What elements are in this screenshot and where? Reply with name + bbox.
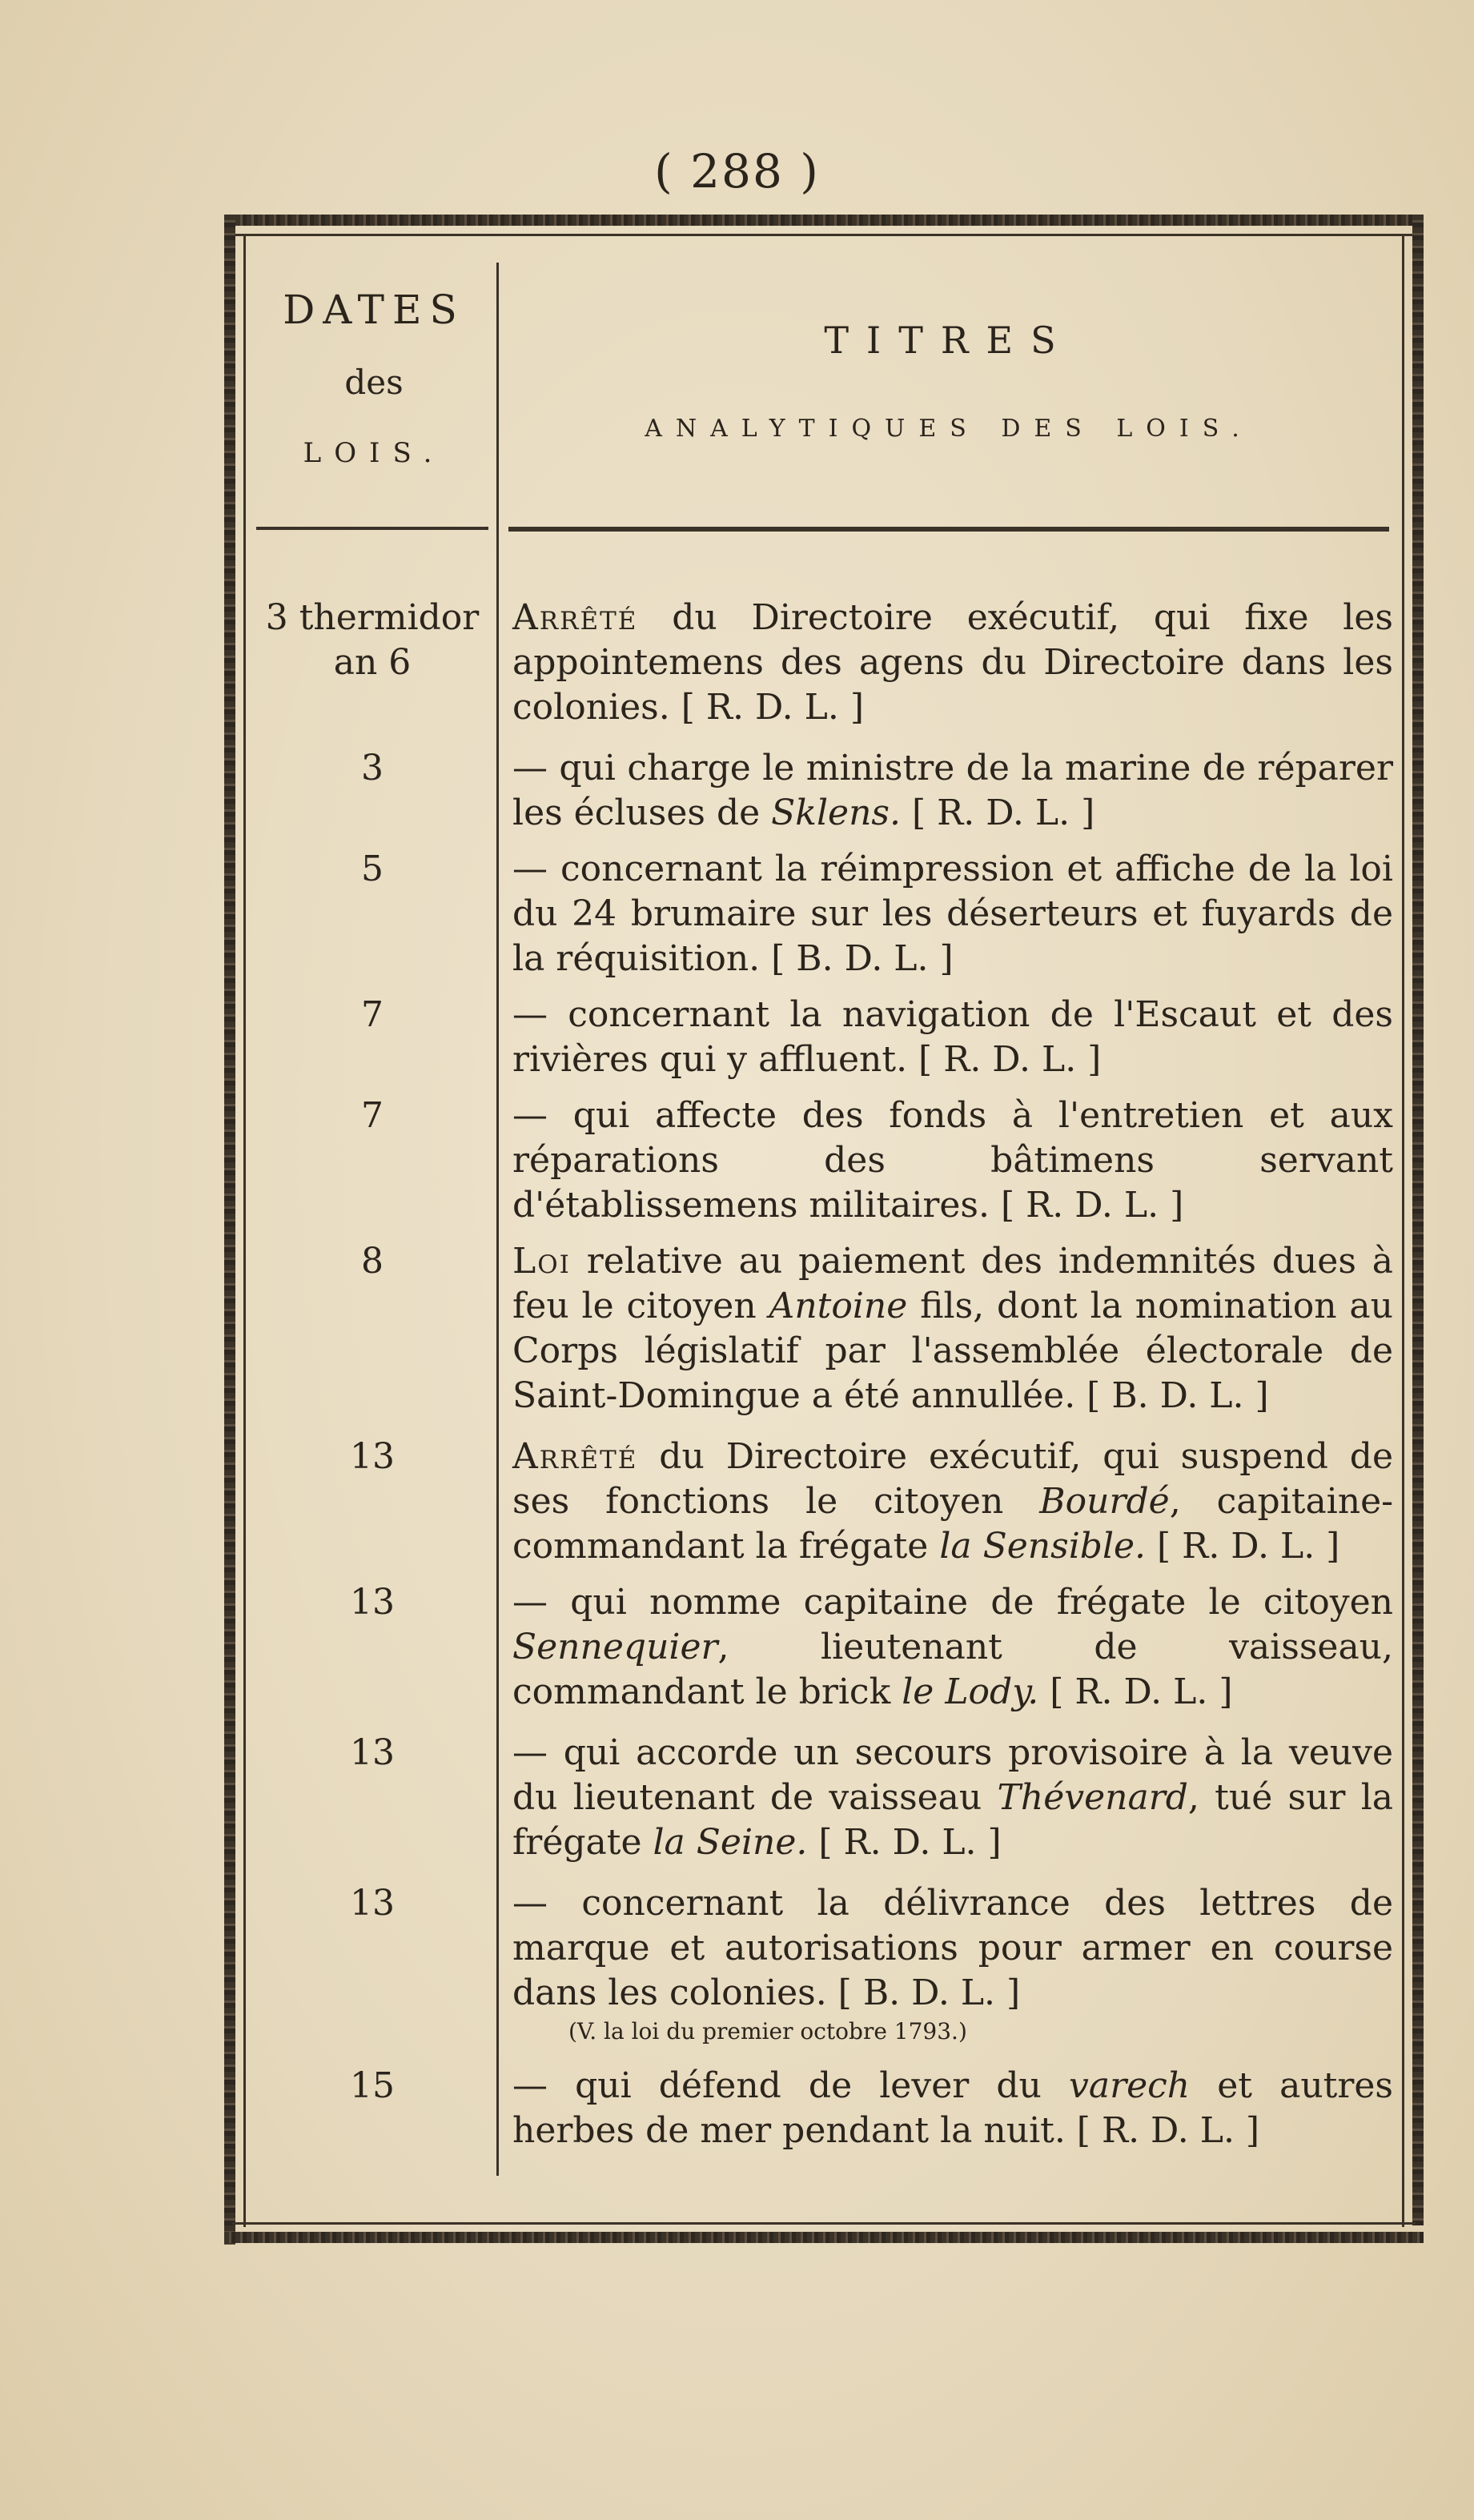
entry-text: — concernant la navigation de l'Escaut et des rivières qui y affluent. [ R. D. L. ] (512, 994, 1393, 1080)
table-row (232, 1435, 1416, 1569)
entry-title (512, 1093, 1393, 1228)
entry-italic-text: Antoine (769, 1286, 908, 1326)
entry-text: — concernant la réimpression et affiche de la loi du 24 brumaire sur les déserteurs et fuyards de la réquisition. [ B. D. L. ] (512, 849, 1393, 979)
entry-text: , tué sur la frégate (512, 1777, 1394, 1863)
header-dates: DATES (283, 287, 465, 333)
header-des: des (344, 363, 404, 402)
entry-text: — qui défend de lever du (512, 2065, 1069, 2106)
page-number: ( 288 ) (654, 144, 820, 199)
entry-text: — concernant la délivrance des lettres de marque et autorisations pour armer en course dans les colonies. [ B. D. L. ] (512, 1883, 1393, 2013)
entry-lead-word: Loi (512, 1241, 571, 1282)
entry-lead-word: Arrêté (512, 597, 638, 638)
entry-lead-word: Arrêté (512, 1436, 638, 1477)
table-row (232, 1580, 1416, 1715)
header-rule-right (508, 527, 1389, 532)
entry-title (512, 1881, 1393, 2048)
entry-date: 3 thermidor an 6 (265, 597, 480, 683)
entry-text: [ R. D. L. ] (807, 1822, 1002, 1863)
entry-date: 7 (361, 994, 384, 1035)
entry-date: 13 (350, 1732, 395, 1773)
entry-text: — qui affecte des fonds à l'entretien et aux réparations des bâtimens servant d'établissemens militaires. [ R. D. L. ] (512, 1095, 1393, 1226)
entry-note: (V. la loi du premier octobre 1793.) (568, 2018, 967, 2044)
entry-italic-text: Bourdé (1039, 1481, 1170, 1522)
table-row (232, 1731, 1416, 1865)
entry-title (512, 1580, 1393, 1715)
entries-list (232, 583, 1416, 2153)
table-row (232, 2064, 1416, 2153)
entry-text: du Directoire exécutif, qui fixe les appointemens des agens du Directoire dans les colonies. [ R. D. L. ] (512, 597, 1393, 728)
entry-title (512, 746, 1393, 836)
header-analytiques: ANALYTIQUES DES LOIS. (645, 415, 1253, 443)
header-rule-left (256, 527, 488, 530)
entry-title (512, 2064, 1393, 2153)
entry-text: — qui charge le ministre de la marine de réparer les écluses de (512, 748, 1393, 833)
table-row (232, 1093, 1416, 1228)
entry-italic-text: Thévenard (997, 1777, 1188, 1818)
entry-date: 8 (361, 1241, 384, 1282)
entry-title (512, 993, 1393, 1082)
entry-text: , lieutenant de vaisseau, commandant le brick (512, 1627, 1393, 1712)
table-frame (232, 215, 1416, 2245)
entry-text: — qui nomme capitaine de frégate le citoyen (512, 1582, 1393, 1623)
frame-rule-top (224, 215, 1424, 226)
entry-title (512, 596, 1393, 730)
header-titres: TITRES (824, 319, 1074, 362)
entry-date: 13 (350, 1883, 395, 1924)
entry-date: 3 (361, 748, 384, 789)
entry-italic-text: Sennequier (512, 1627, 718, 1667)
frame-rule-top-inner (232, 234, 1416, 236)
entry-italic-text: Sklens. (771, 793, 901, 833)
entry-title (512, 1239, 1393, 1419)
table-row (232, 847, 1416, 981)
entry-text: [ R. D. L. ] (1146, 1526, 1340, 1567)
entry-title (512, 1435, 1393, 1569)
table-row (232, 1881, 1416, 2048)
entry-text: [ R. D. L. ] (900, 793, 1095, 833)
table-row (232, 993, 1416, 1082)
entry-italic-text: le Lody. (902, 1671, 1039, 1712)
entry-text: , capitaine-commandant la frégate (512, 1481, 1393, 1567)
entry-date: 7 (361, 1095, 384, 1136)
entry-date: 15 (350, 2065, 395, 2106)
entry-italic-text: la Sensible. (939, 1526, 1147, 1567)
header-lois: LOIS. (303, 437, 445, 469)
entry-text: du Directoire exécutif, qui suspend de ses fonctions le citoyen (512, 1436, 1393, 1522)
entry-date: 5 (361, 849, 384, 889)
table-row (232, 1239, 1416, 1419)
frame-rule-bottom-inner (232, 2222, 1416, 2225)
table-row (232, 596, 1416, 730)
entry-italic-text: varech (1069, 2065, 1191, 2106)
entry-text: — qui accorde un secours provisoire à la veuve du lieutenant de vaisseau (512, 1732, 1393, 1818)
table-row (232, 746, 1416, 836)
entry-text: relative au paiement des indemnités dues à feu le citoyen (512, 1241, 1393, 1326)
frame-rule-bottom (224, 2232, 1424, 2243)
entry-text: et autres herbes de mer pendant la nuit. [ R. D. L. ] (512, 2065, 1393, 2151)
entry-date: 13 (350, 1436, 395, 1477)
entry-date: 13 (350, 1582, 395, 1623)
entry-text: fils, dont la nomination au Corps législatif par l'assemblée électorale de Saint-Domingue a été annullée. [ B. D. L. ] (512, 1286, 1393, 1416)
entry-text: [ R. D. L. ] (1038, 1671, 1233, 1712)
entry-italic-text: la Seine. (653, 1822, 808, 1863)
entry-title (512, 1731, 1393, 1865)
entry-title (512, 847, 1393, 981)
